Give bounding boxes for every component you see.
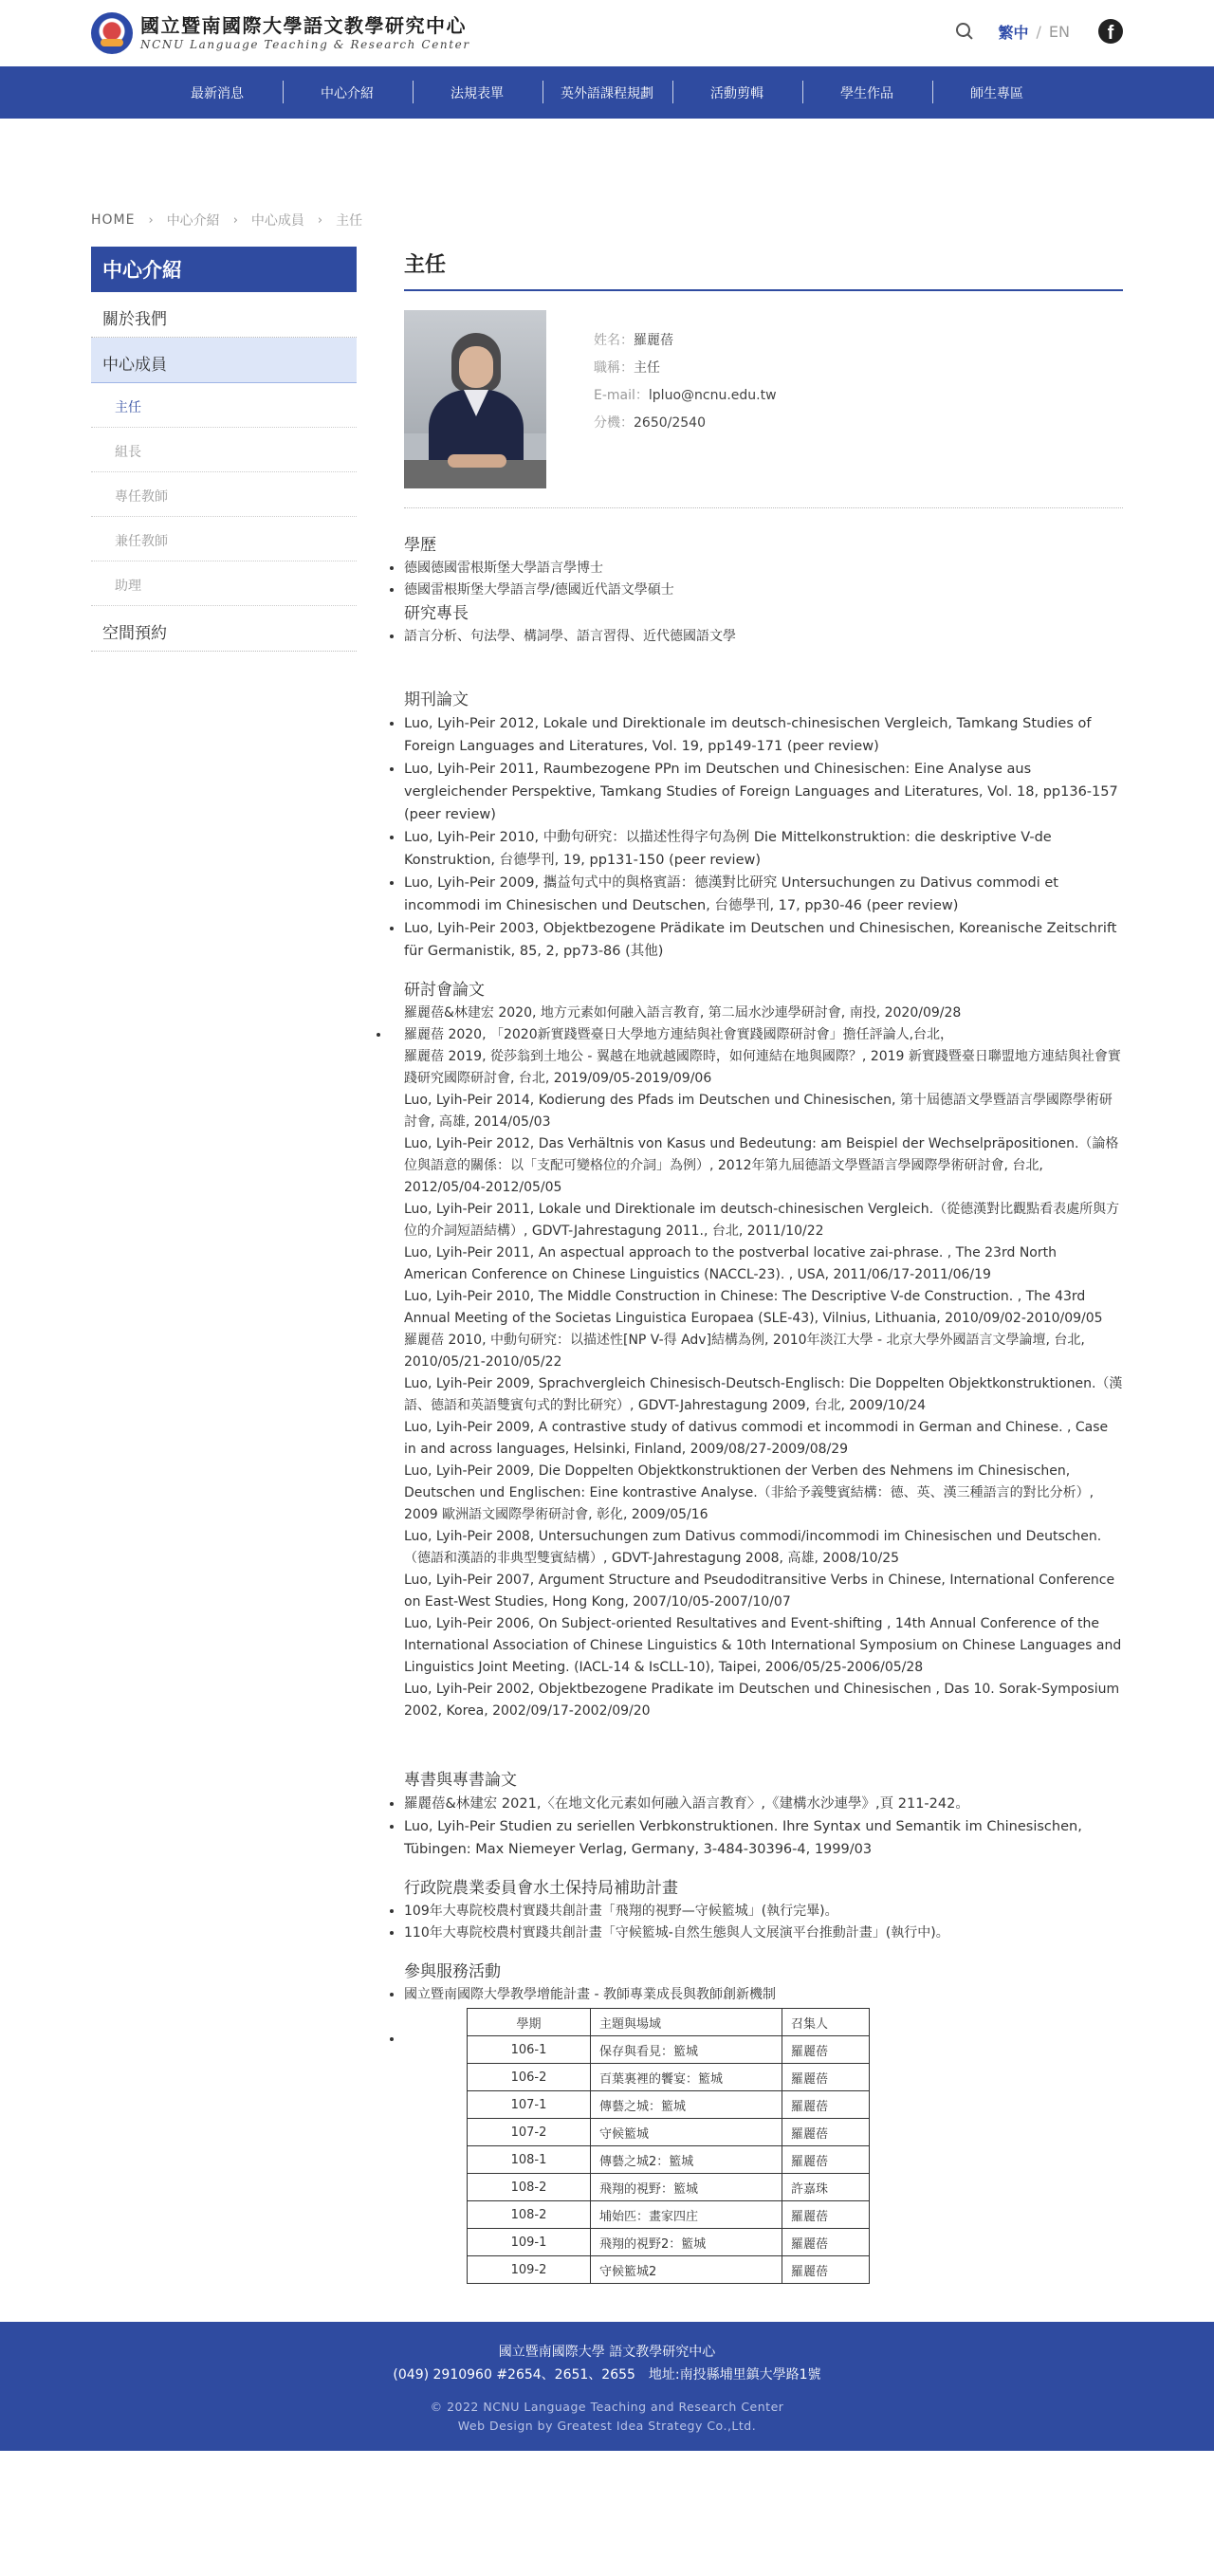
project-list (391, 1901, 1123, 1944)
list-item: • Luo, Lyih-Peir 2012, Lokale und Direktionale im deutsch-chinesischen Vergleich, Tamkang Studies of Foreign Languages and Literatures, Vol. 19, pp149-171 (peer review) (404, 712, 1123, 758)
section-heading-service: 參與服務活動 (404, 1962, 501, 1981)
table-row: 109-2 守候籃城2 羅麗蓓 (468, 2256, 870, 2284)
sidebar-sub-adjunct-faculty[interactable]: 兼任教師 (91, 517, 357, 561)
list-item: • Luo, Lyih-Peir 2010, 中動句研究：以描述性得字句為例 Die Mittelkonstruktion: die deskriptive V-de Konstruktion, 台德學刊, 19, pp131-150 (peer review) (404, 826, 1123, 872)
sidebar-sub-section-chief[interactable]: 組長 (91, 428, 357, 472)
table-header-cell: 學期 (468, 2009, 591, 2036)
logo-title-en: NCNU Language Teaching & Research Center (140, 38, 470, 51)
table-row: 107-2 守候籃城 羅麗蓓 (468, 2119, 870, 2146)
nav-item-news[interactable]: 最新消息 (191, 85, 244, 101)
list-item: Luo, Lyih-Peir 2011, An aspectual approach to the postverbal locative zai-phrase. , The 23rd North American Conference on Chinese Linguistics (NACCL-23). , USA, 2011/06/17-2011/06/19 (404, 1245, 1057, 1282)
service-table-wrap (404, 2008, 1123, 2284)
breadcrumb-chevron-icon: › (317, 212, 323, 228)
breadcrumb-current: 主任 (336, 213, 363, 229)
footer-copyright: © 2022 NCNU Language Teaching and Research Center (430, 2400, 784, 2414)
breadcrumb-chevron-icon: › (232, 212, 238, 228)
main-nav (0, 66, 1214, 119)
list-item: 羅麗蓓 2010, 中動句研究：以描述性[NP V-得 Adv]結構為例, 2010年淡江大學 - 北京大學外國語言文學論壇, 台北, 2010/05/21-2010/05/22 (404, 1333, 1085, 1370)
table-row: 107-1 傳藝之城：籃城 羅麗蓓 (468, 2091, 870, 2119)
sidebar-item-members[interactable]: 中心成員 (91, 338, 357, 383)
nav-item-forms[interactable]: 法規表單 (413, 83, 543, 102)
list-item: • 語言分析、句法學、構詞學、語言習得、近代德國語文學 (404, 626, 1123, 648)
search-icon[interactable] (955, 22, 974, 41)
profile-title: 職稱：主任 (594, 360, 660, 376)
list-item (404, 2029, 467, 2051)
journal-list (391, 712, 1123, 963)
list-item: Luo, Lyih-Peir 2011, Lokale und Direktionale im deutsch-chinesischen Vergleich.（從德漢對比觀點看表處所與方位的介詞短語結構）, GDVT-Jahrestagung 2011., 台北, 2011/10/22 (404, 1202, 1120, 1239)
section-heading-conferences: 研討會論文 (404, 981, 485, 1000)
page-title: 主任 (404, 247, 1123, 291)
list-item: • 110年大專院校農村實踐共創計畫「守候籃城-自然生態與人文展演平台推動計畫」(執行中)。 (404, 1923, 1123, 1944)
sidebar-sub-director[interactable]: 主任 (91, 383, 357, 428)
list-item: Luo, Lyih-Peir 2009, Die Doppelten Objektkonstruktionen der Verben des Nehmens im Chinesischen, Deutschen und Englischen: Eine kontrastive Analyse.（非給予義雙賓結構：德、英、漢三種語言的對比分析）, 2009 歐洲語文國際學術研討會, 彰化, 2009/05/16 (404, 1463, 1094, 1522)
sidebar (91, 247, 357, 2284)
lang-zh-link[interactable]: 繁中 (998, 23, 1029, 42)
list-item: Luo, Lyih-Peir 2012, Das Verhältnis von Kasus und Bedeutung: am Beispiel der Wechselpräpositionen.（論格位與語意的關係：以「支配可變格位的介詞」為例）, 2012年第九屆德語文學暨語言學國際學術研討會, 台北, 2012/05/04-2012/05/05 (404, 1136, 1119, 1195)
profile-extension: 分機：2650/2540 (594, 415, 706, 431)
sidebar-sub-assistant[interactable]: 助理 (91, 561, 357, 606)
profile-card (404, 310, 1123, 508)
list-item: • Luo, Lyih-Peir 2011, Raumbezogene PPn im Deutschen und Chinesischen: Eine Analyse aus vergleichender Perspektive, Tamkang Studies of Foreign Languages and Literatures, Vol. 18, pp136-157 (peer review) (404, 758, 1123, 826)
table-row: 106-2 百葉裏裡的饗宴：籃城 羅麗蓓 (468, 2064, 870, 2091)
content-layout (91, 247, 1214, 2284)
breadcrumb-chevron-icon: › (148, 212, 154, 228)
table-row: 109-1 飛翔的視野2：籃城 羅麗蓓 (468, 2229, 870, 2256)
conference-list (404, 1003, 1123, 1722)
list-item: • 109年大專院校農村實踐共創計畫「飛翔的視野—守候籃城」(執行完畢)。 (404, 1901, 1123, 1923)
list-item: Luo, Lyih-Peir 2007, Argument Structure and Pseudoditransitive Verbs in Chinese, International Conference on East-West Studies, Hong Kong, 2007/10/05-2007/10/07 (404, 1573, 1115, 1610)
list-item: • Luo, Lyih-Peir 2009, 攜益句式中的與格賓語：德漢對比研究 Untersuchungen zu Dativus commodi et incommodi im Chinesischen und Deutschen, 台德學刊, 17, pp30-46 (peer review) (404, 872, 1123, 917)
list-item: 羅麗蓓&林建宏 2020, 地方元素如何融入語言教育, 第二屆水沙連學研討會, 南投, 2020/09/28 (404, 1005, 962, 1021)
list-item: • 羅麗蓓&林建宏 2021,〈在地文化元素如何融入語言教育〉,《建構水沙連學》,頁 211-242。 (404, 1793, 1123, 1815)
list-item: Luo, Lyih-Peir 2009, A contrastive study of dativus commodi et incommodi in German and Chinese. , Case in and across languages, Helsinki, Finland, 2009/08/27-2009/08/29 (404, 1420, 1109, 1457)
nav-item-activities[interactable]: 活動剪輯 (672, 83, 802, 102)
table-header-cell: 召集人 (782, 2009, 870, 2036)
expertise-list (391, 626, 1123, 648)
section-heading-expertise: 研究專長 (404, 604, 469, 623)
section-heading-books: 專書與專書論文 (404, 1771, 517, 1790)
service-table (467, 2008, 870, 2284)
service-list (391, 1984, 1123, 2006)
list-item: • Luo, Lyih-Peir Studien zu seriellen Verbkonstruktionen. Ihre Syntax und Semantik im Chinesischen, Tübingen: Max Niemeyer Verlag, Germany, 3-484-30396-4, 1999/03 (404, 1815, 1123, 1861)
sidebar-item-space-booking[interactable]: 空間預約 (91, 606, 357, 652)
nav-item-about[interactable]: 中心介紹 (283, 83, 413, 102)
list-item: • Luo, Lyih-Peir 2003, Objektbezogene Prädikate im Deutschen und Chinesischen, Koreanische Zeitschrift für Germanistik, 85, 2, pp73-86 (其他) (404, 917, 1123, 963)
footer-contact: (049) 2910960 #2654、2651、2655 地址:南投縣埔里鎮大學路1號 (393, 2367, 821, 2383)
university-emblem-icon (91, 12, 133, 54)
footer-credit[interactable]: Web Design by Greatest Idea Strategy Co.,Ltd. (457, 2419, 757, 2433)
list-item: Luo, Lyih-Peir 2006, On Subject-oriented Resultatives and Event-shifting , 14th Annual Conference of the International Association of Chinese Linguistics & 10th International Symposium on Chinese Languages and Linguistics Joint Meeting. (IACL-14 & IsCLL-10), Taipei, 2006/05/25-2006/05/28 (404, 1616, 1122, 1675)
section-heading-projects: 行政院農業委員會水土保持局補助計畫 (404, 1879, 678, 1898)
sidebar-sub-fulltime-faculty[interactable]: 專任教師 (91, 472, 357, 517)
education-list (391, 558, 1123, 601)
list-item: • 德國雷根斯堡大學語言學/德國近代語文學碩士 (404, 580, 1123, 601)
main-content (404, 247, 1123, 2284)
site-footer (0, 2322, 1214, 2451)
sidebar-title: 中心介紹 (91, 247, 357, 292)
profile-name: 姓名：羅麗蓓 (594, 333, 673, 348)
table-header-row (468, 2009, 870, 2036)
top-bar (0, 0, 1214, 66)
section-heading-journals: 期刊論文 (404, 690, 469, 709)
list-item: • 國立暨南國際大學教學增能計畫 - 教師專業成長與教師創新機制 (404, 1984, 1123, 2006)
list-item: Luo, Lyih-Peir 2009, Sprachvergleich Chinesisch-Deutsch-Englisch: Die Doppelten Objektkonstruktionen.（漢語、德語和英語雙賓句式的對比研究）, GDVT-Jahrestagung 2009, 台北, 2009/10/24 (404, 1376, 1123, 1413)
nav-item-student-works[interactable]: 學生作品 (802, 83, 932, 102)
table-row: 108-2 埔始匹：畫家四庄 羅麗蓓 (468, 2201, 870, 2229)
profile-info (594, 327, 777, 488)
footer-org-name: 國立暨南國際大學 語文教學研究中心 (498, 2345, 716, 2360)
facebook-icon[interactable]: f (1098, 19, 1123, 44)
logo-title-zh: 國立暨南國際大學語文教學研究中心 (140, 14, 467, 37)
director-photo (404, 310, 546, 488)
list-item: • 德國德國雷根斯堡大學語言學博士 (404, 558, 1123, 580)
table-row: 106-1 保存與看見：籃城 羅麗蓓 (468, 2036, 870, 2064)
breadcrumb-home[interactable]: HOME (91, 212, 136, 228)
nav-item-courses[interactable]: 英外語課程規劃 (543, 83, 672, 102)
table-row: 108-2 飛翔的視野：籃城 許嘉珠 (468, 2174, 870, 2201)
profile-email: E-mail：lpluo@ncnu.edu.tw (594, 388, 777, 403)
lang-en-link[interactable]: EN (1048, 22, 1070, 41)
site-logo[interactable] (91, 12, 470, 54)
nav-item-teacher-student[interactable]: 師生專區 (932, 83, 1062, 102)
list-item: • 羅麗蓓 2020, 「2020新實踐暨臺日大學地方連結與社會實踐國際研討會」擔任評論人,台北， (391, 1024, 1123, 1046)
list-item: Luo, Lyih-Peir 2010, The Middle Construction in Chinese: The Descriptive V-de Construction. , The 43rd Annual Meeting of the Societas Linguistica Europaea (SLE-43), Vilnius, Lithuania, 2010/09/02-2010/09/05 (404, 1289, 1103, 1326)
breadcrumb-item[interactable]: 中心介紹 (166, 213, 220, 229)
table-header-cell: 主題與場域 (591, 2009, 782, 2036)
sidebar-item-about-us[interactable]: 關於我們 (91, 292, 357, 338)
list-item: Luo, Lyih-Peir 2014, Kodierung des Pfads im Deutschen und Chinesischen, 第十屆德語文學暨語言學國際學術研討會, 高雄, 2014/05/03 (404, 1093, 1113, 1130)
breadcrumb (91, 211, 1214, 230)
book-list (391, 1793, 1123, 1861)
list-item: Luo, Lyih-Peir 2002, Objektbezogene Pradikate im Deutschen und Chinesischen , Das 10. Sorak-Symposium 2002, Korea, 2002/09/17-2002/09/20 (404, 1682, 1120, 1719)
lang-separator: / (1036, 22, 1041, 41)
breadcrumb-item[interactable]: 中心成員 (250, 213, 304, 229)
section-heading-education: 學歷 (404, 536, 436, 555)
table-row: 108-1 傳藝之城2：籃城 羅麗蓓 (468, 2146, 870, 2174)
list-item: Luo, Lyih-Peir 2008, Untersuchungen zum Dativus commodi/incommodi im Chinesischen und Deutschen.（德語和漢語的非典型雙賓結構）, GDVT-Jahrestagung 2008, 高雄, 2008/10/25 (404, 1529, 1102, 1566)
list-item: 羅麗蓓 2019, 從莎翁到土地公 - 翼越在地就越國際時，如何連結在地與國際？, 2019 新實踐暨臺日聯盟地方連結與社會實踐研究國際研討會, 台北, 2019/09/05-2019/09/06 (404, 1049, 1121, 1086)
